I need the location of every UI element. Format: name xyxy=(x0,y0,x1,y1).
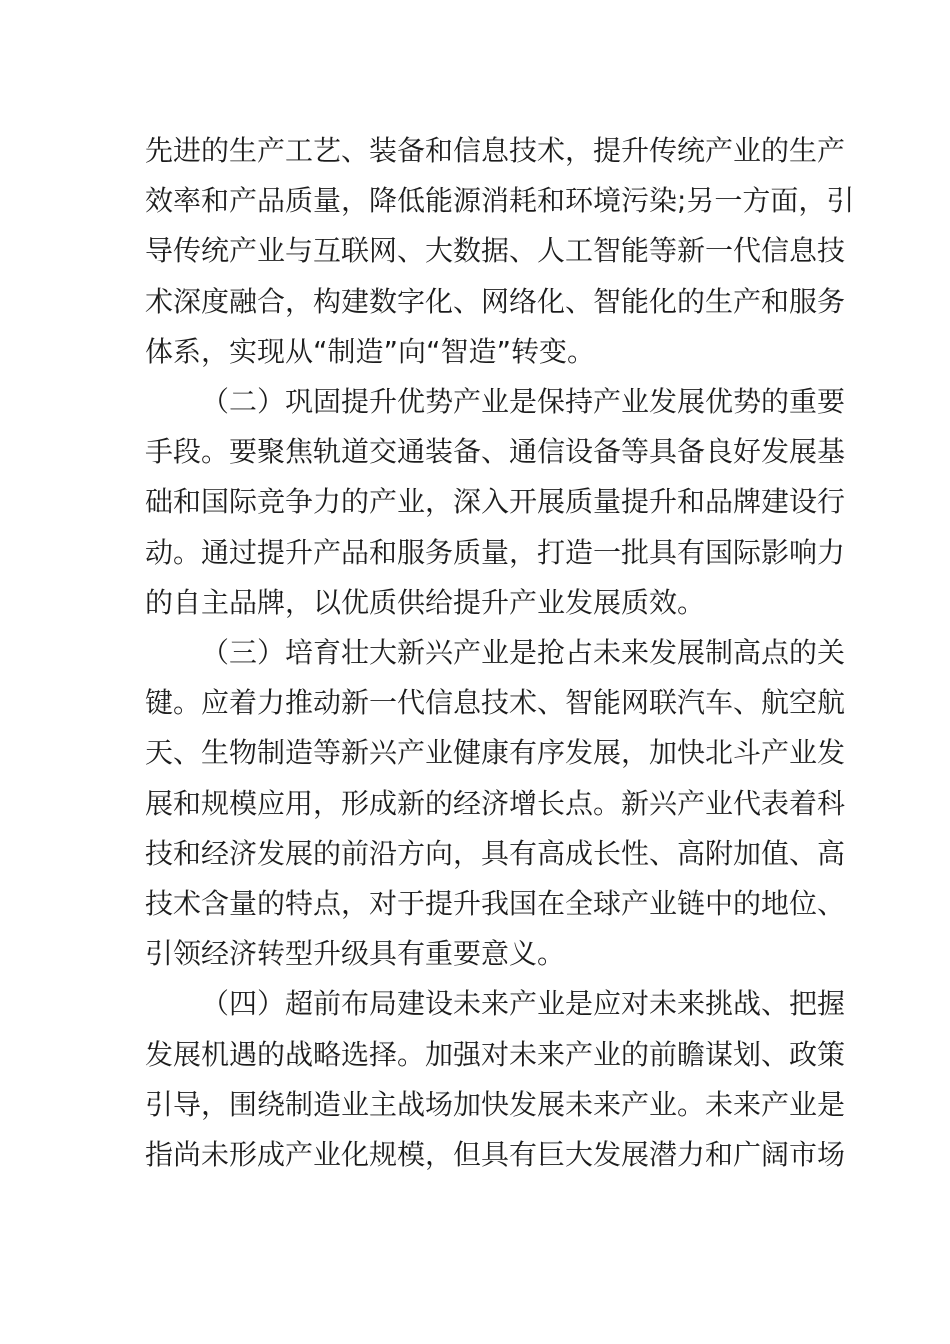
text-line: 引导，围绕制造业主战场加快发展未来产业。未来产业是 xyxy=(145,1087,846,1121)
text-line: 的自主品牌，以优质供给提升产业发展质效。 xyxy=(145,585,706,619)
paragraph-advantage-industry xyxy=(145,377,846,628)
text-line: 动。通过提升产品和服务质量，打造一批具有国际影响力 xyxy=(145,535,846,569)
text-line: 体系，实现从“制造”向“智造”转变。 xyxy=(145,334,596,368)
text-line: 效率和产品质量，降低能源消耗和环境污染;另一方面，引 xyxy=(145,184,855,218)
text-line: 键。应着力推动新一代信息技术、智能网联汽车、航空航 xyxy=(145,686,846,720)
paragraph-emerging-industry xyxy=(145,628,846,979)
text-line: 础和国际竞争力的产业，深入开展质量提升和品牌建设行 xyxy=(145,485,846,519)
document-body xyxy=(145,126,855,1180)
text-line: 技术含量的特点，对于提升我国在全球产业链中的地位、 xyxy=(145,887,846,921)
text-line: 发展机遇的战略选择。加强对未来产业的前瞻谋划、政策 xyxy=(145,1037,846,1071)
text-line: 导传统产业与互联网、大数据、人工智能等新一代信息技 xyxy=(145,234,846,268)
text-line: 手段。要聚焦轨道交通装备、通信设备等具备良好发展基 xyxy=(145,435,846,469)
text-line: （四）超前布局建设未来产业是应对未来挑战、把握 xyxy=(201,987,846,1021)
text-line: （三）培育壮大新兴产业是抢占未来发展制高点的关 xyxy=(201,636,846,670)
text-line: 先进的生产工艺、装备和信息技术，提升传统产业的生产 xyxy=(145,134,846,167)
text-line: 技和经济发展的前沿方向，具有高成长性、高附加值、高 xyxy=(145,836,846,870)
text-line: 术深度融合，构建数字化、网络化、智能化的生产和服务 xyxy=(145,284,846,318)
text-line: （二）巩固提升优势产业是保持产业发展优势的重要 xyxy=(201,385,846,419)
text-line: 引领经济转型升级具有重要意义。 xyxy=(145,937,566,971)
text-line: 天、生物制造等新兴产业健康有序发展，加快北斗产业发 xyxy=(145,736,846,770)
text-line: 指尚未形成产业化规模，但具有巨大发展潜力和广阔市场 xyxy=(145,1138,846,1172)
text-line: 展和规模应用，形成新的经济增长点。新兴产业代表着科 xyxy=(145,786,846,820)
paragraph-traditional-industry xyxy=(145,126,855,377)
paragraph-future-industry xyxy=(145,979,846,1180)
